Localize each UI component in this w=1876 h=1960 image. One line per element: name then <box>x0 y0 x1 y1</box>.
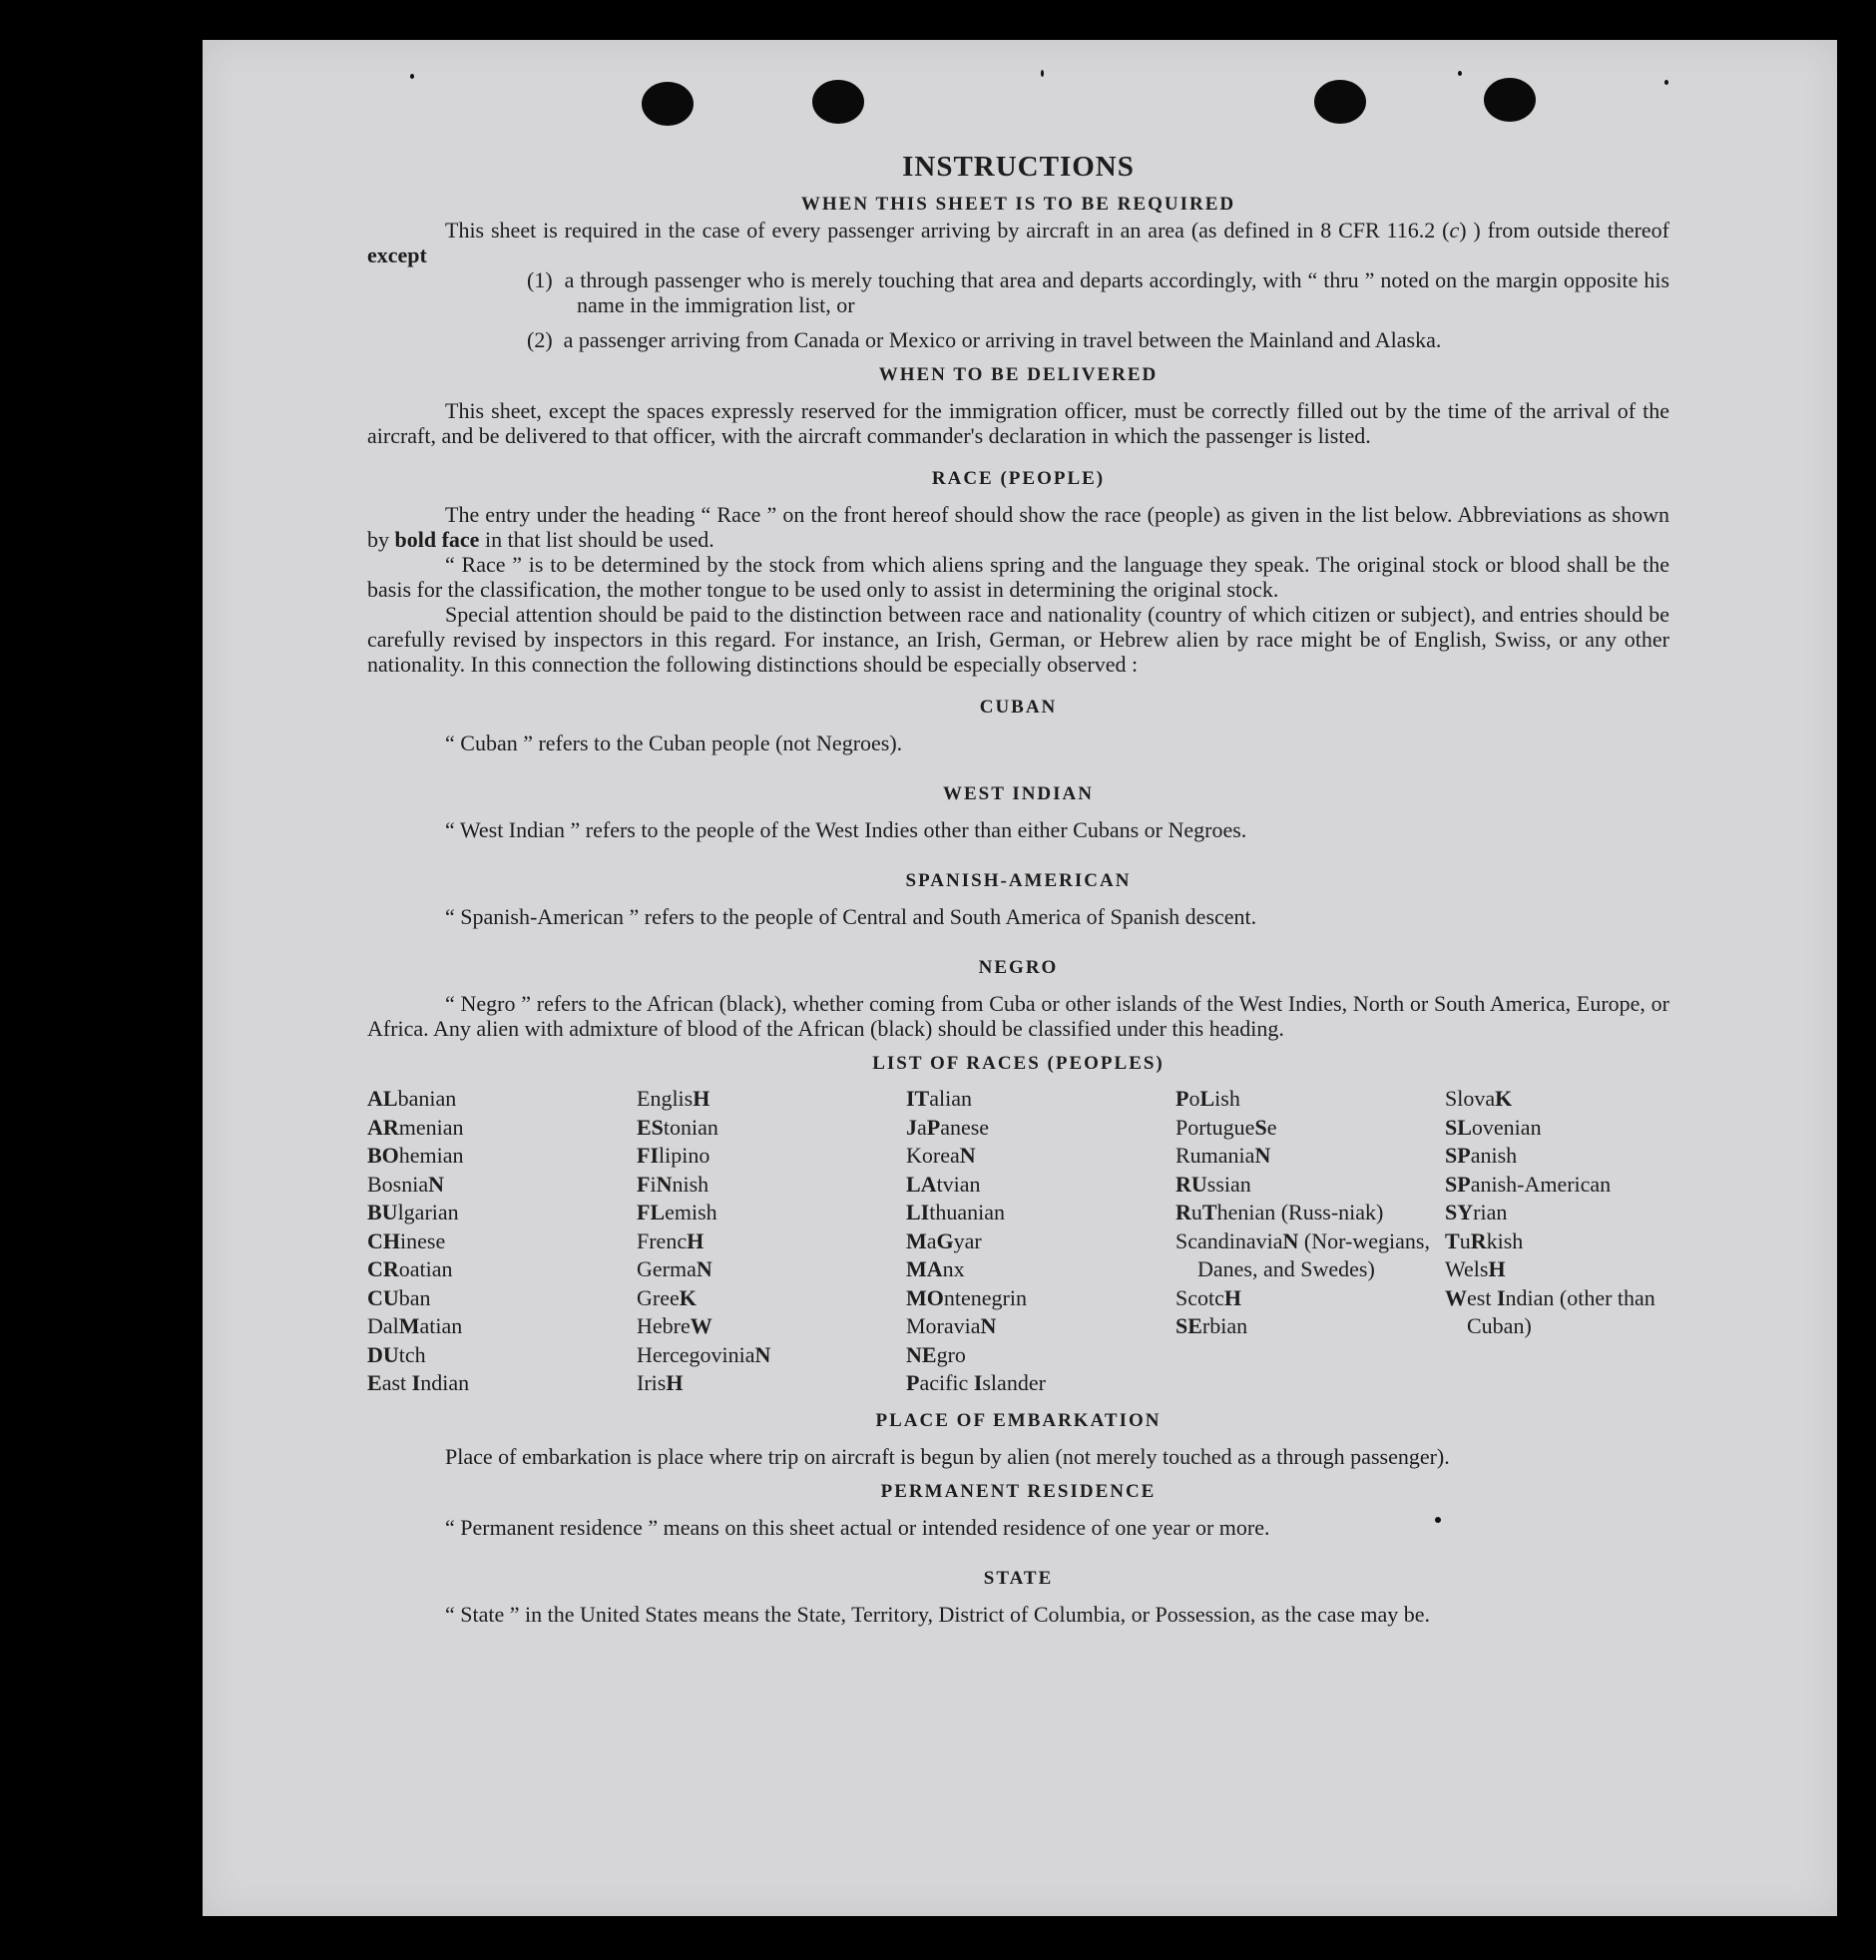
when-delivered-text: This sheet, except the spaces expressly reserved for the immigration officer, must be correctly filled out by the time of the arrival of the aircraft, and be delivered to that officer, with the aircraft commander's declaration in which the passenger is listed. <box>367 398 1669 448</box>
race-item <box>637 1255 906 1284</box>
race-item <box>1445 1085 1674 1114</box>
heading-list-of-races: LIST OF RACES (PEOPLES) <box>872 1053 1165 1074</box>
race-name-part: e <box>1266 1114 1277 1140</box>
race-abbreviation: I <box>1496 1284 1506 1310</box>
heading-permanent-residence: PERMANENT RESIDENCE <box>880 1480 1157 1502</box>
race-name-part: anish <box>1470 1143 1518 1168</box>
race-name-part: ndian <box>420 1370 470 1395</box>
race-abbreviation: SL <box>1445 1114 1472 1140</box>
race-abbreviation: P <box>906 1370 920 1395</box>
race-name-part: ovenian <box>1471 1114 1542 1140</box>
race-item <box>906 1171 1175 1200</box>
race-item <box>1445 1114 1674 1143</box>
race-abbreviation: SE <box>1175 1313 1202 1338</box>
race-abbreviation: R <box>1175 1200 1191 1225</box>
race-item <box>367 1312 637 1341</box>
race-name-part: tvian <box>936 1171 981 1197</box>
race-name-part: kish <box>1486 1227 1524 1253</box>
race-abbreviation: I <box>411 1370 421 1395</box>
race-abbreviation: MO <box>906 1284 944 1310</box>
race-abbreviation: IT <box>906 1086 930 1111</box>
race-item <box>906 1369 1175 1398</box>
race-paragraph-3: Special attention should be paid to the distinction between race and nationality (country of which citizen or subject), and entries should be carefully revised by inspectors in this regard. For instance, an Irish, German, or Hebrew alien by race might be of English, Swiss, or any other nationality. In this connection the following distinctions should be especially observed : <box>367 602 1669 677</box>
race-abbreviation: H <box>687 1227 704 1253</box>
race-name-part: tch <box>398 1341 426 1367</box>
race-item <box>367 1341 637 1370</box>
race-abbreviation: FL <box>637 1200 666 1225</box>
race-name-part: hemian <box>398 1143 464 1168</box>
race-abbreviation: T <box>1201 1200 1217 1225</box>
race-name-part: a <box>926 1227 937 1253</box>
race-name-part: rian <box>1473 1200 1508 1225</box>
race-abbreviation: RU <box>1175 1171 1207 1197</box>
race-abbreviation: R <box>1470 1227 1487 1253</box>
race-item <box>1175 1284 1445 1313</box>
heading-when-delivered: WHEN TO BE DELIVERED <box>878 364 1159 385</box>
page-title: INSTRUCTIONS <box>902 151 1135 183</box>
state-text: “ State ” in the United States means the State, Territory, District of Columbia, or Possession, as the case may be. <box>445 1601 1431 1627</box>
race-column <box>1175 1085 1445 1398</box>
race-item <box>1445 1199 1674 1227</box>
race-abbreviation: CR <box>367 1256 399 1281</box>
race-item <box>1445 1142 1674 1171</box>
race-item <box>367 1171 637 1200</box>
race-abbreviation: K <box>679 1284 697 1310</box>
race-name-part: lipino <box>659 1143 710 1168</box>
race-item <box>906 1142 1175 1171</box>
heading-west-indian: WEST INDIAN <box>943 783 1094 804</box>
race-column <box>906 1085 1175 1398</box>
race-abbreviation: SP <box>1445 1171 1471 1197</box>
race-name-part: i <box>650 1171 657 1197</box>
race-item <box>367 1284 637 1313</box>
race-item <box>367 1369 637 1398</box>
race-name-part: ban <box>398 1284 431 1310</box>
race-name-part: Frenc <box>637 1227 688 1253</box>
race-name-part: ish <box>1214 1086 1240 1111</box>
race-abbreviation: BU <box>367 1200 398 1225</box>
race-item <box>906 1085 1175 1114</box>
race-abbreviation: N <box>428 1171 445 1197</box>
race-name-part: Englis <box>637 1086 694 1111</box>
race-abbreviation: MA <box>906 1256 943 1281</box>
west-indian-text: “ West Indian ” refers to the people of the West Indies other than either Cubans or Negroes. <box>445 817 1247 842</box>
race-name-part: Portugue <box>1175 1114 1255 1140</box>
race-abbreviation: SY <box>1445 1200 1474 1225</box>
race-name-part: Bosnia <box>367 1171 429 1197</box>
race-item <box>1175 1085 1445 1114</box>
race-abbreviation: W <box>690 1313 712 1338</box>
race-name-part: thuanian <box>929 1200 1006 1225</box>
race-item <box>637 1369 906 1398</box>
race-item <box>637 1284 906 1313</box>
race-item <box>367 1199 637 1227</box>
heading-embarkation: PLACE OF EMBARKATION <box>875 1409 1162 1431</box>
race-item <box>367 1085 637 1114</box>
race-item <box>1175 1199 1445 1227</box>
race-item <box>906 1284 1175 1313</box>
race-item <box>1175 1114 1445 1143</box>
race-name-part: Korea <box>906 1143 960 1168</box>
race-item <box>367 1227 637 1256</box>
race-name-part: acific <box>919 1370 974 1395</box>
race-name-part: anese <box>940 1114 990 1140</box>
race-name-part: Dal <box>367 1313 399 1338</box>
race-item <box>906 1312 1175 1341</box>
heading-race: RACE (PEOPLE) <box>931 468 1106 489</box>
exception-item-1: (1) a through passenger who is merely touching that area and departs accordingly, with “ thru ” noted on the margin opposite his name in the immigration list, or <box>527 267 1670 317</box>
race-abbreviation: W <box>1445 1284 1467 1310</box>
race-item <box>637 1199 906 1227</box>
race-list <box>367 1085 1669 1398</box>
race-abbreviation: H <box>666 1370 684 1395</box>
race-name-part: nish <box>672 1171 709 1197</box>
race-name-part: Gree <box>637 1284 680 1310</box>
race-abbreviation: J <box>906 1114 917 1140</box>
race-name-part: Germa <box>637 1256 697 1281</box>
punch-hole <box>642 82 694 126</box>
race-item <box>1445 1255 1674 1284</box>
race-item <box>1175 1312 1445 1341</box>
race-column <box>367 1085 637 1398</box>
race-abbreviation: AR <box>367 1114 399 1140</box>
race-name-part: Rumania <box>1175 1143 1255 1168</box>
embarkation-text: Place of embarkation is place where trip on aircraft is begun by alien (not merely touched as a through passenger). <box>445 1443 1450 1469</box>
race-name-part: slander <box>982 1370 1046 1395</box>
race-item <box>637 1085 906 1114</box>
race-name-part: ndian (other than Cuban) <box>1467 1284 1655 1338</box>
heading-spanish-american: SPANISH-AMERICAN <box>905 870 1132 891</box>
race-abbreviation: G <box>936 1227 954 1253</box>
race-abbreviation: SP <box>1445 1143 1471 1168</box>
race-name-part: nx <box>942 1256 965 1281</box>
race-name-part: Scotc <box>1175 1284 1224 1310</box>
race-abbreviation: H <box>693 1086 710 1111</box>
race-name-part: Scandinavia <box>1175 1227 1283 1253</box>
race-name-part: banian <box>397 1086 457 1111</box>
race-item <box>367 1114 637 1143</box>
race-item <box>906 1255 1175 1284</box>
race-name-part: atian <box>419 1313 463 1338</box>
race-item <box>1445 1171 1674 1200</box>
race-abbreviation: N <box>1282 1227 1299 1253</box>
race-abbreviation: P <box>926 1114 941 1140</box>
race-abbreviation: DU <box>367 1341 399 1367</box>
race-abbreviation: N <box>754 1341 771 1367</box>
race-abbreviation: H <box>1223 1284 1242 1310</box>
heading-when-required: WHEN THIS SHEET IS TO BE REQUIRED <box>800 194 1236 215</box>
race-name-part: oatian <box>398 1256 453 1281</box>
race-name-part: menian <box>398 1114 464 1140</box>
race-item <box>637 1171 906 1200</box>
race-name-part: ssian <box>1206 1171 1251 1197</box>
race-name-part: Iris <box>637 1370 667 1395</box>
race-abbreviation: LI <box>906 1200 930 1225</box>
race-abbreviation: E <box>367 1370 382 1395</box>
race-name-part: inese <box>400 1227 446 1253</box>
race-name-part: tonian <box>663 1114 718 1140</box>
race-abbreviation: BO <box>367 1143 399 1168</box>
negro-text: “ Negro ” refers to the African (black), whether coming from Cuba or other islands of the West Indies, North or South America, Europe, or Africa. Any alien with admixture of blood of the African (black) should be classified under this heading. <box>367 991 1669 1041</box>
when-required-intro: This sheet is required in the case of every passenger arriving by aircraft in an area (as defined in 8 CFR 116.2 (c) ) from outside thereof except <box>367 218 1669 267</box>
race-abbreviation: T <box>1445 1227 1460 1253</box>
race-item <box>637 1341 906 1370</box>
race-item <box>906 1227 1175 1256</box>
race-item <box>906 1114 1175 1143</box>
race-name-part: o <box>1188 1086 1200 1111</box>
race-item <box>906 1199 1175 1227</box>
race-abbreviation: P <box>1175 1086 1189 1111</box>
race-item <box>1445 1284 1674 1341</box>
race-abbreviation: L <box>1199 1086 1215 1111</box>
race-name-part: emish <box>665 1200 717 1225</box>
race-item <box>1175 1142 1445 1171</box>
race-item <box>906 1341 1175 1370</box>
race-column <box>1445 1085 1674 1398</box>
race-abbreviation: N <box>959 1143 976 1168</box>
race-name-part: Hercegovinia <box>637 1341 755 1367</box>
spanish-american-text: “ Spanish-American ” refers to the people of Central and South America of Spanish descent. <box>445 904 1257 929</box>
race-abbreviation: FI <box>637 1143 659 1168</box>
race-abbreviation: M <box>906 1227 927 1253</box>
instructions-content <box>367 150 1669 1627</box>
race-name-part: Moravia <box>906 1313 981 1338</box>
punch-hole <box>812 80 864 124</box>
race-item <box>367 1142 637 1171</box>
heading-cuban: CUBAN <box>979 697 1058 718</box>
race-abbreviation: LA <box>906 1171 937 1197</box>
race-name-part: (Nor-wegians, Danes, and Swedes) <box>1197 1227 1430 1281</box>
race-item <box>637 1227 906 1256</box>
race-abbreviation: CU <box>367 1284 399 1310</box>
race-name-part: ntenegrin <box>943 1284 1027 1310</box>
race-abbreviation: AL <box>367 1086 398 1111</box>
race-item <box>1445 1227 1674 1256</box>
race-name-part: anish-American <box>1470 1171 1612 1197</box>
race-abbreviation: S <box>1254 1114 1267 1140</box>
cuban-text: “ Cuban ” refers to the Cuban people (not Negroes). <box>445 731 903 755</box>
dust-speck <box>410 74 414 79</box>
race-item <box>637 1142 906 1171</box>
race-name-part: alian <box>929 1086 973 1111</box>
race-column <box>637 1085 906 1398</box>
race-abbreviation: N <box>656 1171 673 1197</box>
race-item <box>637 1312 906 1341</box>
race-item <box>1175 1227 1445 1284</box>
permanent-residence-text: “ Permanent residence ” means on this sheet actual or intended residence of one year or more. <box>445 1514 1270 1540</box>
race-name-part: gro <box>936 1341 966 1367</box>
race-name-part: Slova <box>1445 1086 1496 1111</box>
dust-speck <box>1041 70 1044 77</box>
dust-speck <box>1664 80 1668 85</box>
race-abbreviation: NE <box>906 1341 937 1367</box>
race-item <box>637 1114 906 1143</box>
punch-hole <box>1484 78 1536 122</box>
race-paragraph-2: “ Race ” is to be determined by the stock from which aliens spring and the language they speak. The original stock or blood shall be the basis for the classification, the mother tongue to be used only to assist in determining the original stock. <box>367 552 1669 602</box>
heading-state: STATE <box>983 1567 1054 1589</box>
race-name-part: est <box>1467 1284 1497 1310</box>
punch-hole <box>1314 80 1366 124</box>
race-abbreviation: ES <box>637 1114 664 1140</box>
race-name-part: henian (Russ-niak) <box>1216 1200 1384 1225</box>
race-name-part: u <box>1190 1200 1202 1225</box>
race-name-part: ast <box>381 1370 412 1395</box>
race-item <box>1175 1171 1445 1200</box>
race-abbreviation: F <box>637 1171 651 1197</box>
race-abbreviation: N <box>980 1313 997 1338</box>
race-abbreviation: M <box>398 1313 420 1338</box>
race-name-part: a <box>917 1114 927 1140</box>
race-name-part: rbian <box>1201 1313 1248 1338</box>
race-abbreviation: I <box>973 1370 983 1395</box>
race-abbreviation: N <box>696 1256 712 1281</box>
dust-speck <box>1458 71 1462 76</box>
race-paragraph-1: The entry under the heading “ Race ” on the front hereof should show the race (people) as given in the list below. Abbreviations as shown by bold face in that list should be used. <box>367 502 1669 552</box>
race-name-part: Wels <box>1445 1256 1489 1281</box>
race-name-part: yar <box>953 1227 982 1253</box>
race-abbreviation: K <box>1495 1086 1513 1111</box>
race-name-part: u <box>1459 1227 1471 1253</box>
race-name-part: lgarian <box>397 1200 459 1225</box>
heading-negro: NEGRO <box>978 957 1059 978</box>
race-abbreviation: H <box>1488 1256 1506 1281</box>
race-name-part: Hebre <box>637 1313 691 1338</box>
race-abbreviation: CH <box>367 1227 400 1253</box>
race-item <box>367 1255 637 1284</box>
race-abbreviation: N <box>1254 1143 1271 1168</box>
document-sheet <box>203 40 1837 1916</box>
exception-item-2: (2) a passenger arriving from Canada or Mexico or arriving in travel between the Mainland and Alaska. <box>527 327 1442 352</box>
